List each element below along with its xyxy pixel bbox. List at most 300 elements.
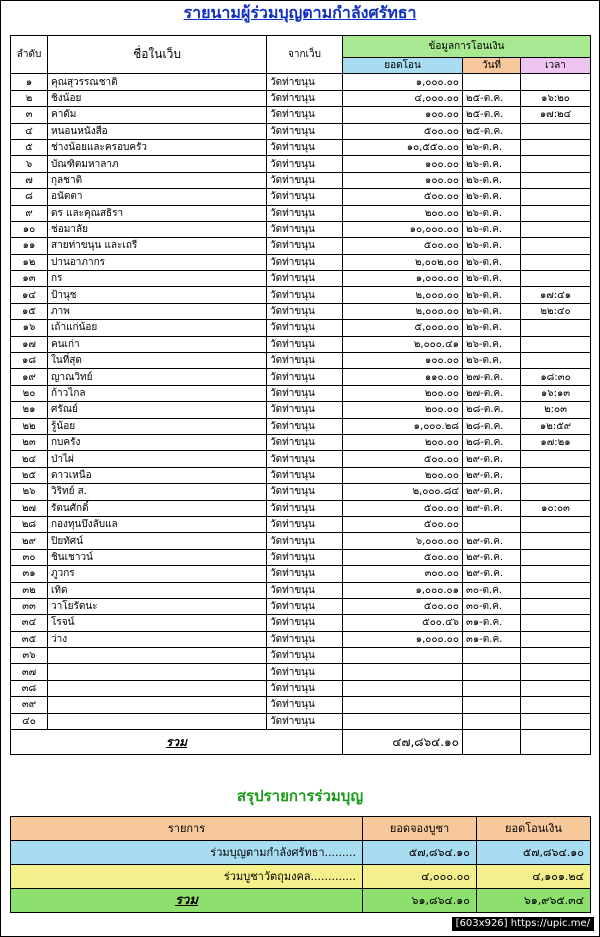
donor-name: รัตนศักดิ์ bbox=[48, 500, 267, 516]
transfer-time bbox=[521, 533, 591, 549]
transfer-amount: ๑๐๐.๐๐ bbox=[343, 156, 463, 172]
header-name: ชื่อในเว็บ bbox=[48, 36, 267, 74]
donor-name: ว่าง bbox=[48, 631, 267, 647]
transfer-time bbox=[521, 74, 591, 90]
transfer-time: ๑๐:๐๓ bbox=[521, 500, 591, 516]
donor-name bbox=[48, 664, 267, 680]
transfer-date: ๒๗-ต.ค. bbox=[463, 369, 521, 385]
row-number: ๑๐ bbox=[11, 221, 48, 237]
transfer-time bbox=[521, 156, 591, 172]
table-row bbox=[11, 74, 591, 90]
table-row bbox=[11, 238, 591, 254]
row-number: ๗ bbox=[11, 172, 48, 188]
transfer-date: ๒๙-ต.ค. bbox=[463, 566, 521, 582]
donor-source: วัดท่าขนุน bbox=[267, 385, 343, 401]
transfer-time bbox=[521, 549, 591, 565]
donor-source: วัดท่าขนุน bbox=[267, 172, 343, 188]
transfer-amount: ๕๐๐.๐๐ bbox=[343, 238, 463, 254]
row-number: ๑๖ bbox=[11, 320, 48, 336]
transfer-amount bbox=[343, 648, 463, 664]
summary-transferred: ๕๗,๘๖๔.๑๐ bbox=[477, 841, 591, 865]
donor-name: กุลชาติ bbox=[48, 172, 267, 188]
donor-name: อนัตตา bbox=[48, 189, 267, 205]
row-number: ๓๙ bbox=[11, 697, 48, 713]
table-row bbox=[11, 205, 591, 221]
transfer-date: ๒๘-ต.ค. bbox=[463, 418, 521, 434]
transfer-time bbox=[521, 336, 591, 352]
donor-source: วัดท่าขนุน bbox=[267, 271, 343, 287]
donor-source: วัดท่าขนุน bbox=[267, 533, 343, 549]
donor-name: ภูวกร bbox=[48, 566, 267, 582]
table-row bbox=[11, 402, 591, 418]
table-row bbox=[11, 500, 591, 516]
transfer-amount: ๔,๐๐๐.๐๐ bbox=[343, 90, 463, 106]
donor-name: ในที่สุด bbox=[48, 353, 267, 369]
row-number: ๓๕ bbox=[11, 631, 48, 647]
transfer-amount: ๖,๐๐๐.๐๐ bbox=[343, 533, 463, 549]
donor-source: วัดท่าขนุน bbox=[267, 74, 343, 90]
donor-source: วัดท่าขนุน bbox=[267, 90, 343, 106]
transfer-amount: ๕๐๐.๐๐ bbox=[343, 598, 463, 614]
row-number: ๒๙ bbox=[11, 533, 48, 549]
summary-header-item: รายการ bbox=[11, 817, 363, 841]
transfer-date: ๒๙-ต.ค. bbox=[463, 484, 521, 500]
summary-total-label: รวม bbox=[11, 889, 363, 913]
transfer-date bbox=[463, 648, 521, 664]
transfer-time: ๑๗:๒๑ bbox=[521, 434, 591, 450]
row-number: ๓๐ bbox=[11, 549, 48, 565]
transfer-time bbox=[521, 205, 591, 221]
row-number: ๒๑ bbox=[11, 402, 48, 418]
table-row bbox=[11, 516, 591, 532]
transfer-date: ๒๙-ต.ค. bbox=[463, 500, 521, 516]
donor-source: วัดท่าขนุน bbox=[267, 566, 343, 582]
table-row bbox=[11, 664, 591, 680]
donor-name: กองทุนบึงลับแล bbox=[48, 516, 267, 532]
transfer-date: ๒๙-ต.ค. bbox=[463, 533, 521, 549]
donor-name bbox=[48, 648, 267, 664]
transfer-date: ๒๙-ต.ค. bbox=[463, 549, 521, 565]
table-row bbox=[11, 697, 591, 713]
transfer-amount: ๑๐๐.๐๐ bbox=[343, 107, 463, 123]
donor-source: วัดท่าขนุน bbox=[267, 336, 343, 352]
donor-name: เถ้าแก่น้อย bbox=[48, 320, 267, 336]
table-row bbox=[11, 90, 591, 106]
transfer-time bbox=[521, 680, 591, 696]
transfer-date: ๒๖-ต.ค. bbox=[463, 156, 521, 172]
transfer-date bbox=[463, 680, 521, 696]
donor-source: วัดท่าขนุน bbox=[267, 484, 343, 500]
table-row bbox=[11, 615, 591, 631]
donor-name: ศรัณย์ bbox=[48, 402, 267, 418]
donor-name: คุณสุวรรณชาติ bbox=[48, 74, 267, 90]
donor-source: วัดท่าขนุน bbox=[267, 369, 343, 385]
row-number: ๒ bbox=[11, 90, 48, 106]
donor-source: วัดท่าขนุน bbox=[267, 451, 343, 467]
table-row bbox=[11, 221, 591, 237]
donor-source: วัดท่าขนุน bbox=[267, 189, 343, 205]
row-number: ๑๕ bbox=[11, 303, 48, 319]
summary-title: สรุปรายการร่วมบุญ bbox=[236, 787, 364, 805]
total-amount: ๔๗,๘๖๔.๑๐ bbox=[343, 730, 463, 755]
transfer-date: ๒๖-ต.ค. bbox=[463, 254, 521, 270]
table-row bbox=[11, 336, 591, 352]
row-number: ๑๑ bbox=[11, 238, 48, 254]
table-row bbox=[11, 566, 591, 582]
transfer-amount: ๒,๐๐๐.๐๐ bbox=[343, 287, 463, 303]
donor-source: วัดท่าขนุน bbox=[267, 303, 343, 319]
table-row bbox=[11, 107, 591, 123]
transfer-amount bbox=[343, 697, 463, 713]
transfer-amount: ๕๐๐.๐๐ bbox=[343, 451, 463, 467]
transfer-amount: ๕๐๐.๐๐ bbox=[343, 516, 463, 532]
donor-source: วัดท่าขนุน bbox=[267, 221, 343, 237]
donor-name: กบครัง bbox=[48, 434, 267, 450]
summary-item: ร่วมบุญตามกำลังศรัทธา......... bbox=[11, 841, 363, 865]
table-row bbox=[11, 123, 591, 139]
transfer-time bbox=[521, 598, 591, 614]
table-row bbox=[11, 156, 591, 172]
summary-item: ร่วมบูชาวัตถุมงคล............. bbox=[11, 865, 363, 889]
donor-source: วัดท่าขนุน bbox=[267, 434, 343, 450]
donor-name: ช่อมาลัย bbox=[48, 221, 267, 237]
donor-source: วัดท่าขนุน bbox=[267, 467, 343, 483]
table-row bbox=[11, 467, 591, 483]
transfer-amount: ๑๑๐.๐๐ bbox=[343, 369, 463, 385]
watermark-label: [603x926] https://upic.me/ bbox=[452, 917, 594, 931]
transfer-date: ๒๖-ต.ค. bbox=[463, 238, 521, 254]
transfer-amount: ๒๐๐.๐๐ bbox=[343, 385, 463, 401]
transfer-time bbox=[521, 221, 591, 237]
transfer-date: ๒๖-ต.ค. bbox=[463, 336, 521, 352]
row-number: ๕ bbox=[11, 139, 48, 155]
row-number: ๑๙ bbox=[11, 369, 48, 385]
transfer-date: ๒๕-ต.ค. bbox=[463, 123, 521, 139]
row-number: ๙ bbox=[11, 205, 48, 221]
donor-name: ภาพ bbox=[48, 303, 267, 319]
donor-name: ดาวเหนือ bbox=[48, 467, 267, 483]
table-row bbox=[11, 680, 591, 696]
transfer-date: ๒๖-ต.ค. bbox=[463, 139, 521, 155]
table-row bbox=[11, 369, 591, 385]
total-empty-date bbox=[463, 730, 521, 755]
transfer-time bbox=[521, 566, 591, 582]
row-number: ๔ bbox=[11, 123, 48, 139]
transfer-amount: ๒๐๐.๐๐ bbox=[343, 402, 463, 418]
transfer-date: ๒๘-ต.ค. bbox=[463, 402, 521, 418]
table-row bbox=[11, 451, 591, 467]
table-row bbox=[11, 139, 591, 155]
table-row bbox=[11, 484, 591, 500]
donor-source: วัดท่าขนุน bbox=[267, 353, 343, 369]
summary-header-transferred: ยอดโอนเงิน bbox=[477, 817, 591, 841]
row-number: ๒๗ bbox=[11, 500, 48, 516]
row-number: ๓๗ bbox=[11, 664, 48, 680]
transfer-amount: ๑๐๐.๐๐ bbox=[343, 172, 463, 188]
donor-name: เทิด bbox=[48, 582, 267, 598]
transfer-date: ๒๖-ต.ค. bbox=[463, 287, 521, 303]
donor-name: สายท่าขนุน และเถรี bbox=[48, 238, 267, 254]
transfer-time: ๑๖:๑๓ bbox=[521, 385, 591, 401]
transfer-amount: ๕๐๐.๐๐ bbox=[343, 123, 463, 139]
transfer-time bbox=[521, 467, 591, 483]
donor-source: วัดท่าขนุน bbox=[267, 238, 343, 254]
donor-source: วัดท่าขนุน bbox=[267, 123, 343, 139]
header-source: จากเว็บ bbox=[267, 36, 343, 74]
donor-source: วัดท่าขนุน bbox=[267, 631, 343, 647]
transfer-time bbox=[521, 123, 591, 139]
donor-name: วิริทย์ ส. bbox=[48, 484, 267, 500]
row-number: ๓๑ bbox=[11, 566, 48, 582]
transfer-time bbox=[521, 582, 591, 598]
row-number: ๒๐ bbox=[11, 385, 48, 401]
transfer-date bbox=[463, 74, 521, 90]
transfer-amount: ๒๐๐.๐๐ bbox=[343, 434, 463, 450]
transfer-date: ๒๖-ต.ค. bbox=[463, 353, 521, 369]
donor-name: โรจน์ bbox=[48, 615, 267, 631]
row-number: ๒๓ bbox=[11, 434, 48, 450]
table-row bbox=[11, 303, 591, 319]
transfer-time bbox=[521, 189, 591, 205]
donor-name: ชิงน้อย bbox=[48, 90, 267, 106]
transfer-amount: ๒,๐๐๐.๘๔ bbox=[343, 484, 463, 500]
row-number: ๓๒ bbox=[11, 582, 48, 598]
donor-name: คาดัม bbox=[48, 107, 267, 123]
table-row bbox=[11, 172, 591, 188]
donor-source: วัดท่าขนุน bbox=[267, 402, 343, 418]
page-title: รายนามผู้ร่วมบุญตามกำลังศรัทธา bbox=[183, 3, 417, 22]
transfer-date: ๒๖-ต.ค. bbox=[463, 172, 521, 188]
header-amount: ยอดโอน bbox=[343, 58, 463, 74]
donor-source: วัดท่าขนุน bbox=[267, 500, 343, 516]
transfer-time bbox=[521, 451, 591, 467]
transfer-date: ๒๙-ต.ค. bbox=[463, 451, 521, 467]
total-label: รวม bbox=[11, 730, 343, 755]
donor-name: ปิยทัศน์ bbox=[48, 533, 267, 549]
transfer-amount: ๑,๐๐๐.๐๐ bbox=[343, 631, 463, 647]
donor-source: วัดท่าขนุน bbox=[267, 598, 343, 614]
donor-source: วัดท่าขนุน bbox=[267, 680, 343, 696]
donor-name: ดร และคุณสธิรา bbox=[48, 205, 267, 221]
row-number: ๒๘ bbox=[11, 516, 48, 532]
transfer-amount: ๒,๐๐๐.๐๐ bbox=[343, 303, 463, 319]
transfer-date: ๒๖-ต.ค. bbox=[463, 271, 521, 287]
transfer-amount: ๑๐,๐๐๐.๐๐ bbox=[343, 221, 463, 237]
donor-name: รู้น้อย bbox=[48, 418, 267, 434]
donor-source: วัดท่าขนุน bbox=[267, 516, 343, 532]
donor-source: วัดท่าขนุน bbox=[267, 697, 343, 713]
table-row bbox=[11, 287, 591, 303]
donor-source: วัดท่าขนุน bbox=[267, 254, 343, 270]
row-number: ๒๒ bbox=[11, 418, 48, 434]
header-date: วันที่ bbox=[463, 58, 521, 74]
table-row bbox=[11, 353, 591, 369]
row-number: ๑๒ bbox=[11, 254, 48, 270]
transfer-amount: ๒,๐๐๒.๐๐ bbox=[343, 254, 463, 270]
donor-source: วัดท่าขนุน bbox=[267, 287, 343, 303]
donor-table bbox=[10, 35, 591, 755]
transfer-date: ๒๖-ต.ค. bbox=[463, 221, 521, 237]
table-row bbox=[11, 189, 591, 205]
transfer-date: ๒๙-ต.ค. bbox=[463, 467, 521, 483]
summary-table bbox=[10, 816, 591, 913]
donor-name: ช่างน้อยและครอบครัว bbox=[48, 139, 267, 155]
donor-source: วัดท่าขนุน bbox=[267, 582, 343, 598]
transfer-time: ๑๖:๒๐ bbox=[521, 90, 591, 106]
summary-header-pledged: ยอดจองบูชา bbox=[363, 817, 477, 841]
transfer-date bbox=[463, 664, 521, 680]
row-number: ๘ bbox=[11, 189, 48, 205]
donor-source: วัดท่าขนุน bbox=[267, 664, 343, 680]
transfer-date: ๓๐-ต.ค. bbox=[463, 582, 521, 598]
transfer-amount: ๑,๐๐๐.๒๘ bbox=[343, 418, 463, 434]
transfer-date: ๒๕-ต.ค. bbox=[463, 90, 521, 106]
transfer-time bbox=[521, 664, 591, 680]
donor-name: ก้าวไกล bbox=[48, 385, 267, 401]
transfer-time bbox=[521, 271, 591, 287]
transfer-amount: ๒๐๐.๐๐ bbox=[343, 467, 463, 483]
donor-name: กร bbox=[48, 271, 267, 287]
transfer-time bbox=[521, 516, 591, 532]
transfer-time: ๑๘:๓๐ bbox=[521, 369, 591, 385]
donor-name: ญาณวิทย์ bbox=[48, 369, 267, 385]
transfer-date: ๒๕-ต.ค. bbox=[463, 107, 521, 123]
transfer-amount: ๕๐๐.๐๐ bbox=[343, 549, 463, 565]
donor-name bbox=[48, 697, 267, 713]
transfer-amount: ๑,๐๐๐.๐๐ bbox=[343, 74, 463, 90]
transfer-date: ๓๑-ต.ค. bbox=[463, 615, 521, 631]
summary-row bbox=[11, 865, 591, 889]
transfer-amount bbox=[343, 680, 463, 696]
transfer-date bbox=[463, 697, 521, 713]
donor-source: วัดท่าขนุน bbox=[267, 205, 343, 221]
row-number: ๔๐ bbox=[11, 713, 48, 729]
transfer-time bbox=[521, 238, 591, 254]
row-number: ๑๘ bbox=[11, 353, 48, 369]
transfer-time bbox=[521, 713, 591, 729]
table-row bbox=[11, 254, 591, 270]
transfer-time: ๑๒:๕๙ bbox=[521, 418, 591, 434]
transfer-time bbox=[521, 139, 591, 155]
transfer-amount: ๕๐๐.๐๐ bbox=[343, 189, 463, 205]
transfer-amount: ๑๐๐.๐๐ bbox=[343, 353, 463, 369]
transfer-amount: ๑๐,๕๕๐.๐๐ bbox=[343, 139, 463, 155]
table-row bbox=[11, 713, 591, 729]
row-number: ๓๔ bbox=[11, 615, 48, 631]
transfer-date bbox=[463, 516, 521, 532]
donor-source: วัดท่าขนุน bbox=[267, 418, 343, 434]
row-number: ๓๓ bbox=[11, 598, 48, 614]
table-row bbox=[11, 533, 591, 549]
transfer-amount bbox=[343, 664, 463, 680]
row-number: ๑๓ bbox=[11, 271, 48, 287]
transfer-time: ๑๗:๒๔ bbox=[521, 107, 591, 123]
row-number: ๑๗ bbox=[11, 336, 48, 352]
donor-name: คนเก่า bbox=[48, 336, 267, 352]
table-row bbox=[11, 418, 591, 434]
transfer-amount: ๕,๐๐๐.๐๐ bbox=[343, 320, 463, 336]
transfer-date: ๒๖-ต.ค. bbox=[463, 320, 521, 336]
donor-name bbox=[48, 713, 267, 729]
donor-name: ป้านุช bbox=[48, 287, 267, 303]
summary-pledged: ๔,๐๐๐.๐๐ bbox=[363, 865, 477, 889]
transfer-amount: ๑,๐๐๐.๐๑ bbox=[343, 582, 463, 598]
donor-source: วัดท่าขนุน bbox=[267, 713, 343, 729]
donor-name: หนอนหนังสือ bbox=[48, 123, 267, 139]
transfer-date: ๒๘-ต.ค. bbox=[463, 434, 521, 450]
table-row bbox=[11, 549, 591, 565]
transfer-time bbox=[521, 172, 591, 188]
transfer-time bbox=[521, 353, 591, 369]
summary-total-row bbox=[11, 889, 591, 913]
transfer-time bbox=[521, 254, 591, 270]
transfer-time: ๑๗:๔๑ bbox=[521, 287, 591, 303]
transfer-amount: ๕๐๐.๐๐ bbox=[343, 500, 463, 516]
summary-pledged: ๕๗,๘๖๔.๑๐ bbox=[363, 841, 477, 865]
header-time: เวลา bbox=[521, 58, 591, 74]
transfer-amount: ๒,๐๐๐.๔๑ bbox=[343, 336, 463, 352]
header-transfer-info: ข้อมูลการโอนเงิน bbox=[343, 36, 591, 58]
donor-name: วาโยรัตนะ bbox=[48, 598, 267, 614]
row-number: ๓๖ bbox=[11, 648, 48, 664]
transfer-amount: ๕๐๐.๔๖ bbox=[343, 615, 463, 631]
donor-source: วัดท่าขนุน bbox=[267, 156, 343, 172]
row-number: ๓ bbox=[11, 107, 48, 123]
donor-name: ชินเชาวน์ bbox=[48, 549, 267, 565]
transfer-date: ๓๐-ต.ค. bbox=[463, 598, 521, 614]
donor-name bbox=[48, 680, 267, 696]
summary-transferred: ๔,๑๐๑.๒๔ bbox=[477, 865, 591, 889]
table-row bbox=[11, 434, 591, 450]
donor-source: วัดท่าขนุน bbox=[267, 320, 343, 336]
row-number: ๓๘ bbox=[11, 680, 48, 696]
table-row bbox=[11, 582, 591, 598]
donor-source: วัดท่าขนุน bbox=[267, 615, 343, 631]
table-row bbox=[11, 598, 591, 614]
transfer-time bbox=[521, 615, 591, 631]
row-number: ๒๖ bbox=[11, 484, 48, 500]
transfer-time bbox=[521, 484, 591, 500]
summary-total-transferred: ๖๑,๙๖๕.๓๔ bbox=[477, 889, 591, 913]
summary-total-pledged: ๖๑,๘๖๔.๑๐ bbox=[363, 889, 477, 913]
transfer-date bbox=[463, 713, 521, 729]
table-row bbox=[11, 648, 591, 664]
transfer-amount bbox=[343, 713, 463, 729]
table-row bbox=[11, 631, 591, 647]
donor-source: วัดท่าขนุน bbox=[267, 648, 343, 664]
transfer-date: ๓๑-ต.ค. bbox=[463, 631, 521, 647]
transfer-amount: ๑,๐๐๐.๐๐ bbox=[343, 271, 463, 287]
table-row bbox=[11, 320, 591, 336]
row-number: ๖ bbox=[11, 156, 48, 172]
donor-source: วัดท่าขนุน bbox=[267, 107, 343, 123]
donor-name: บัณฑิตมหาลาภ bbox=[48, 156, 267, 172]
transfer-time bbox=[521, 697, 591, 713]
transfer-date: ๒๖-ต.ค. bbox=[463, 205, 521, 221]
transfer-time: ๒๒:๔๐ bbox=[521, 303, 591, 319]
total-empty-time bbox=[521, 730, 591, 755]
transfer-date: ๒๖-ต.ค. bbox=[463, 189, 521, 205]
transfer-amount: ๓๐๐.๐๐ bbox=[343, 566, 463, 582]
transfer-time: ๒:๐๓ bbox=[521, 402, 591, 418]
summary-row bbox=[11, 841, 591, 865]
header-num: ลำดับ bbox=[11, 36, 48, 74]
donor-source: วัดท่าขนุน bbox=[267, 139, 343, 155]
transfer-time bbox=[521, 320, 591, 336]
transfer-date: ๒๖-ต.ค. bbox=[463, 303, 521, 319]
transfer-amount: ๒๐๐.๐๐ bbox=[343, 205, 463, 221]
table-row bbox=[11, 271, 591, 287]
